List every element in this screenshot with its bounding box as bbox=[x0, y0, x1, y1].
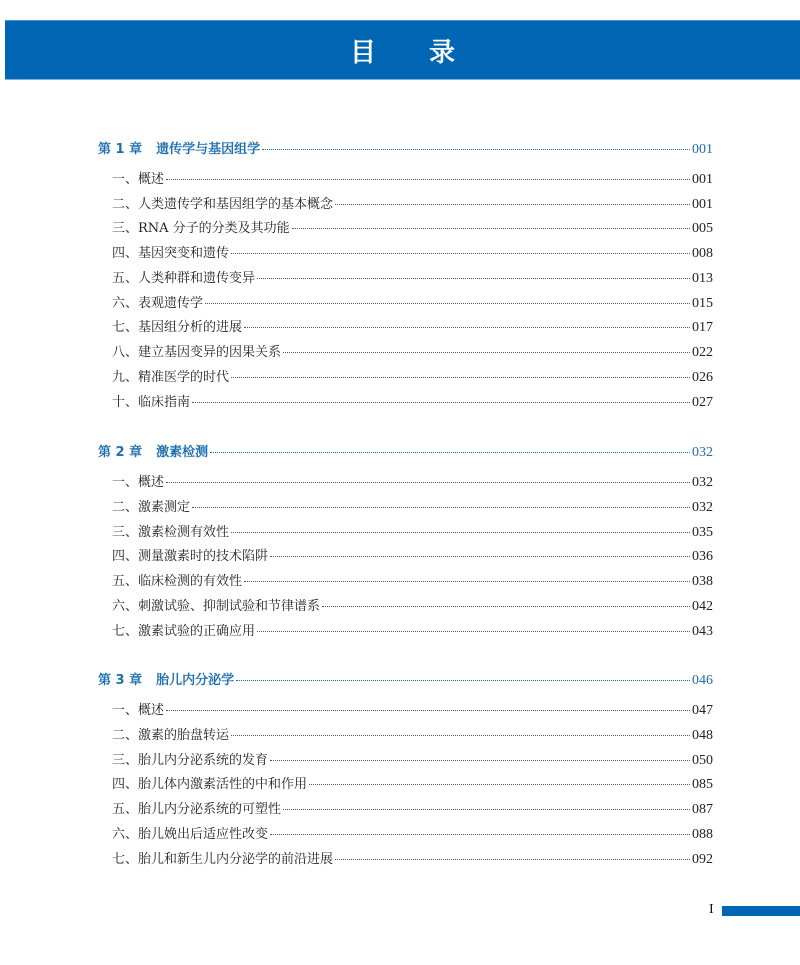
chapter-page: 046 bbox=[692, 673, 713, 688]
item-page: 013 bbox=[692, 271, 713, 286]
dot-leader bbox=[335, 192, 690, 205]
item-label: 七、激素试验的正确应用 bbox=[112, 624, 256, 639]
dot-leader bbox=[231, 723, 690, 736]
dot-leader bbox=[270, 544, 690, 557]
dot-leader bbox=[283, 340, 690, 353]
item-label: 十、临床指南 bbox=[112, 395, 191, 410]
item-label: 八、建立基因变异的因果关系 bbox=[112, 345, 282, 360]
toc-item[interactable] bbox=[112, 773, 713, 793]
chapter-number: 第 1 章 bbox=[98, 142, 143, 157]
chapter-number: 第 2 章 bbox=[98, 445, 143, 460]
dot-leader bbox=[283, 797, 690, 810]
item-label: 五、临床检测的有效性 bbox=[112, 574, 243, 589]
dot-leader bbox=[166, 470, 690, 483]
toc-item[interactable] bbox=[112, 595, 713, 615]
chapter-title: 胎儿内分泌学 bbox=[156, 673, 235, 688]
toc-item[interactable] bbox=[112, 521, 713, 541]
item-label: 五、胎儿内分泌系统的可塑性 bbox=[112, 802, 282, 817]
item-label: 二、激素测定 bbox=[112, 500, 191, 515]
dot-leader bbox=[192, 495, 690, 508]
item-page: 017 bbox=[692, 320, 713, 335]
toc-item[interactable] bbox=[112, 823, 713, 843]
item-page: 050 bbox=[692, 753, 713, 768]
dot-leader bbox=[231, 365, 690, 378]
item-label: 四、测量激素时的技术陷阱 bbox=[112, 549, 269, 564]
page-title: 目 录 bbox=[349, 37, 478, 68]
item-label: 二、人类遗传学和基因组学的基本概念 bbox=[112, 197, 334, 212]
toc-item[interactable] bbox=[112, 471, 713, 491]
item-page: 035 bbox=[692, 525, 713, 540]
toc-item[interactable] bbox=[112, 193, 713, 213]
footer-page-number: I bbox=[709, 902, 714, 917]
item-page: 038 bbox=[692, 574, 713, 589]
toc-chapter-3[interactable] bbox=[98, 669, 713, 689]
toc-item[interactable] bbox=[112, 217, 713, 237]
item-label: 五、人类种群和遗传变异 bbox=[112, 271, 256, 286]
toc-banner bbox=[5, 20, 800, 80]
toc-item[interactable] bbox=[112, 496, 713, 516]
dot-leader bbox=[335, 847, 690, 860]
toc-item[interactable] bbox=[112, 366, 713, 386]
dot-leader bbox=[244, 569, 690, 582]
item-page: 092 bbox=[692, 852, 713, 867]
item-label: 二、激素的胎盘转运 bbox=[112, 728, 230, 743]
item-page: 043 bbox=[692, 624, 713, 639]
item-label: 六、刺激试验、抑制试验和节律谱系 bbox=[112, 599, 321, 614]
dot-leader bbox=[210, 440, 690, 453]
item-page: 005 bbox=[692, 221, 713, 236]
chapter-title: 激素检测 bbox=[156, 445, 209, 460]
item-page: 085 bbox=[692, 777, 713, 792]
dot-leader bbox=[244, 315, 690, 328]
toc-item[interactable] bbox=[112, 168, 713, 188]
item-label: 四、基因突变和遗传 bbox=[112, 246, 230, 261]
toc-item[interactable] bbox=[112, 545, 713, 565]
dot-leader bbox=[257, 266, 690, 279]
item-page: 022 bbox=[692, 345, 713, 360]
item-label: 六、表观遗传学 bbox=[112, 296, 204, 311]
dot-leader bbox=[270, 822, 690, 835]
dot-leader bbox=[205, 291, 690, 304]
item-page: 026 bbox=[692, 370, 713, 385]
item-page: 036 bbox=[692, 549, 713, 564]
item-label: 四、胎儿体内激素活性的中和作用 bbox=[112, 777, 308, 792]
item-page: 001 bbox=[692, 172, 713, 187]
toc-item[interactable] bbox=[112, 798, 713, 818]
dot-leader bbox=[231, 241, 690, 254]
dot-leader bbox=[166, 698, 690, 711]
dot-leader bbox=[270, 748, 690, 761]
chapter-page: 001 bbox=[692, 142, 713, 157]
item-label: 九、精准医学的时代 bbox=[112, 370, 230, 385]
dot-leader bbox=[257, 619, 690, 632]
chapter-page: 032 bbox=[692, 445, 713, 460]
item-label: 三、RNA 分子的分类及其功能 bbox=[112, 221, 290, 236]
item-page: 088 bbox=[692, 827, 713, 842]
chapter-title: 遗传学与基因组学 bbox=[156, 142, 261, 157]
toc-item[interactable] bbox=[112, 699, 713, 719]
toc-chapter-1[interactable] bbox=[98, 138, 713, 158]
dot-leader bbox=[322, 594, 690, 607]
item-page: 032 bbox=[692, 475, 713, 490]
dot-leader bbox=[292, 216, 690, 229]
toc-item[interactable] bbox=[112, 749, 713, 769]
toc-item[interactable] bbox=[112, 620, 713, 640]
toc-item[interactable] bbox=[112, 570, 713, 590]
item-label: 一、概述 bbox=[112, 703, 165, 718]
item-label: 六、胎儿娩出后适应性改变 bbox=[112, 827, 269, 842]
item-page: 047 bbox=[692, 703, 713, 718]
dot-leader bbox=[262, 137, 690, 150]
toc-item[interactable] bbox=[112, 316, 713, 336]
item-page: 008 bbox=[692, 246, 713, 261]
item-page: 001 bbox=[692, 197, 713, 212]
dot-leader bbox=[166, 167, 690, 180]
dot-leader bbox=[192, 390, 690, 403]
item-label: 一、概述 bbox=[112, 172, 165, 187]
toc-item[interactable] bbox=[112, 242, 713, 262]
dot-leader bbox=[309, 772, 690, 785]
dot-leader bbox=[231, 520, 690, 533]
toc-item[interactable] bbox=[112, 341, 713, 361]
item-label: 一、概述 bbox=[112, 475, 165, 490]
chapter-number: 第 3 章 bbox=[98, 673, 143, 688]
dot-leader bbox=[236, 668, 690, 681]
item-label: 七、胎儿和新生儿内分泌学的前沿进展 bbox=[112, 852, 334, 867]
toc-item[interactable] bbox=[112, 848, 713, 868]
item-page: 027 bbox=[692, 395, 713, 410]
item-label: 三、胎儿内分泌系统的发育 bbox=[112, 753, 269, 768]
footer-accent-bar bbox=[722, 906, 800, 916]
toc-item[interactable] bbox=[112, 724, 713, 744]
item-page: 087 bbox=[692, 802, 713, 817]
item-page: 048 bbox=[692, 728, 713, 743]
item-page: 042 bbox=[692, 599, 713, 614]
toc-item[interactable] bbox=[112, 267, 713, 287]
item-label: 七、基因组分析的进展 bbox=[112, 320, 243, 335]
toc-item[interactable] bbox=[112, 292, 713, 312]
item-page: 015 bbox=[692, 296, 713, 311]
toc-chapter-2[interactable] bbox=[98, 441, 713, 461]
toc-item[interactable] bbox=[112, 391, 713, 411]
item-page: 032 bbox=[692, 500, 713, 515]
item-label: 三、激素检测有效性 bbox=[112, 525, 230, 540]
